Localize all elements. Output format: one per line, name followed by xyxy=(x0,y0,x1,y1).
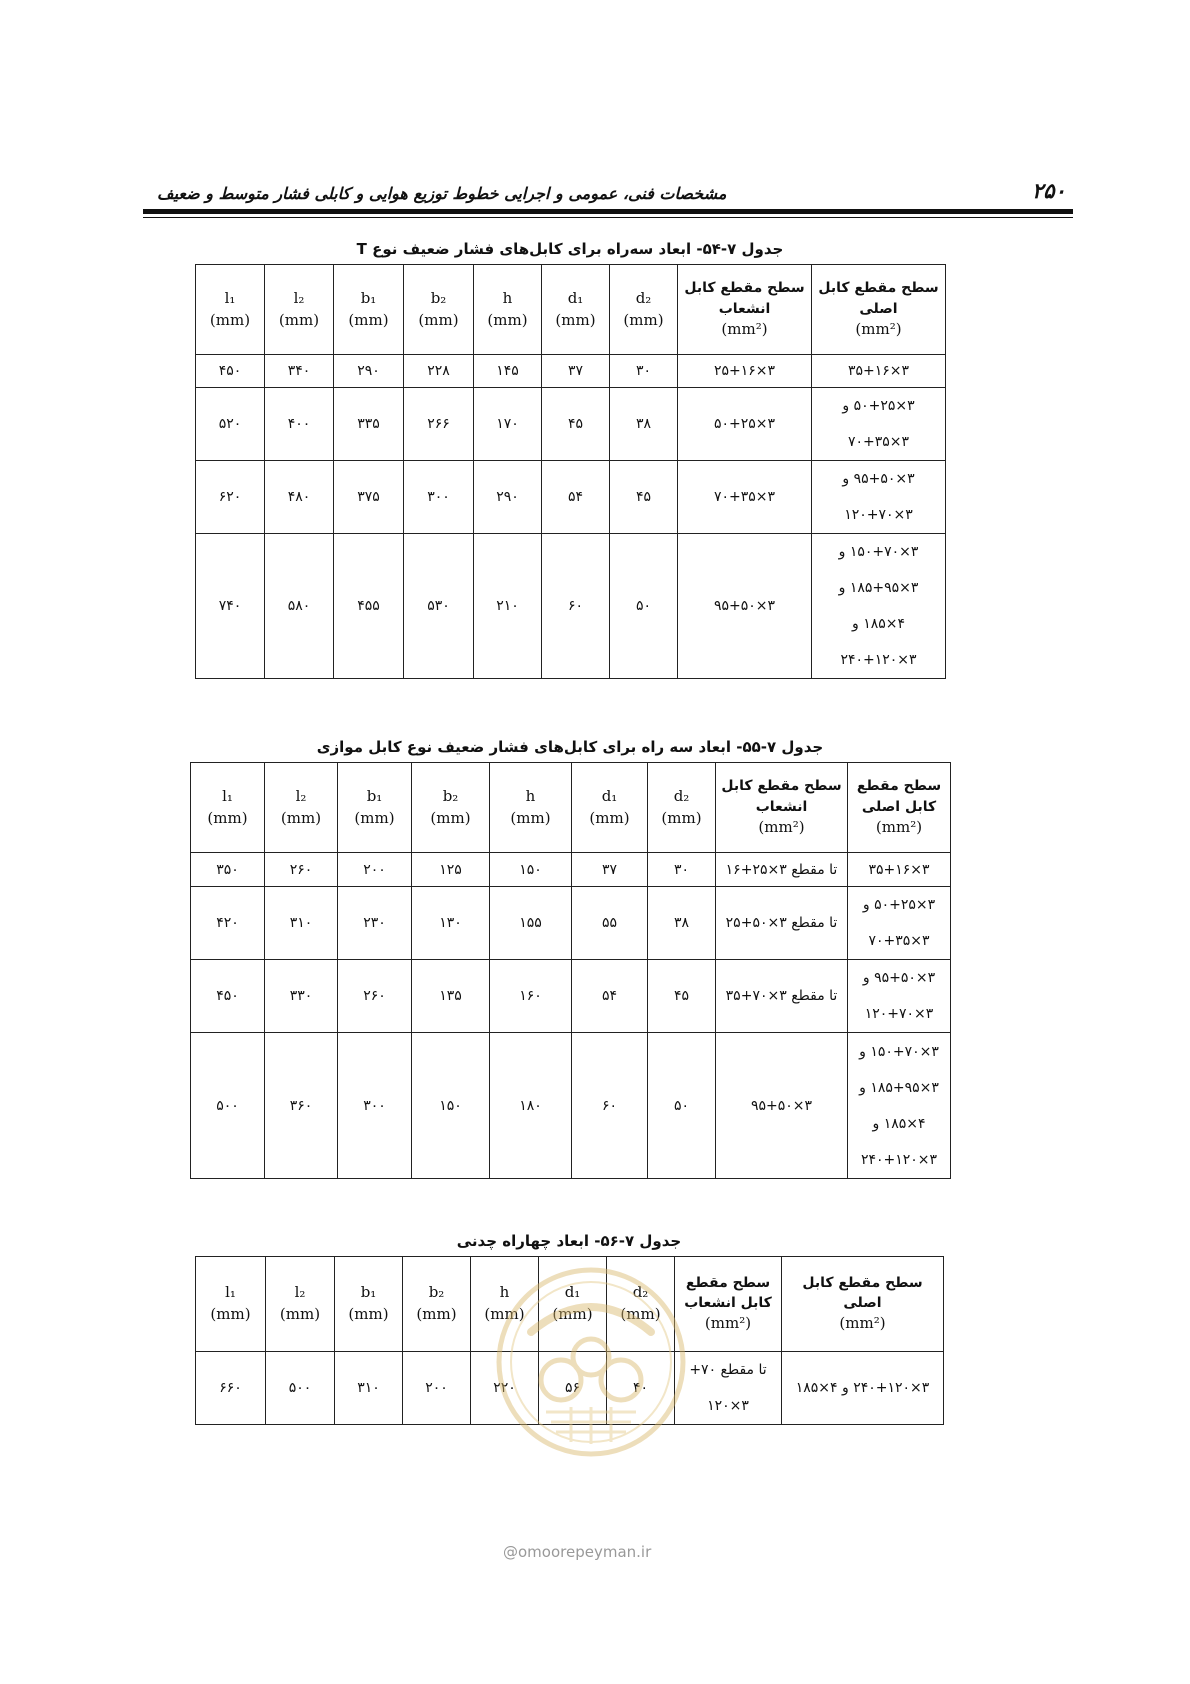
header-main-cable: سطح مقطع کابل اصلی (mm²) xyxy=(782,1257,944,1352)
cell-branch-cable: تا مقطع ۳×۷۰+۳۵ xyxy=(716,960,848,1033)
cell-l1: ۷۴۰ xyxy=(196,534,265,679)
header-d1: d₁ (mm) xyxy=(572,763,648,853)
cell-main-cable: ۳×۱۵۰+۷۰ و ۳×۱۸۵+۹۵ و ۴×۱۸۵ و ۳×۲۴۰+۱۲۰ xyxy=(848,1033,951,1179)
cell-d2: ۴۵ xyxy=(610,461,678,534)
cell-h: ۱۷۰ xyxy=(474,388,542,461)
cell-l2: ۴۸۰ xyxy=(265,461,334,534)
table-header-row xyxy=(196,265,946,355)
header-d1: d₁ (mm) xyxy=(542,265,610,355)
cell-b2: ۲۶۶ xyxy=(404,388,474,461)
cell-b1: ۳۱۰ xyxy=(335,1352,403,1425)
cell-d1: ۳۷ xyxy=(542,355,610,388)
header-main-cable: سطح مقطع کابل اصلی (mm²) xyxy=(812,265,946,355)
cell-l1: ۵۲۰ xyxy=(196,388,265,461)
cell-b1: ۲۳۰ xyxy=(338,887,412,960)
cell-branch-cable: ۳×۷۰+۳۵ xyxy=(678,461,812,534)
cell-branch-cable: ۳×۹۵+۵۰ xyxy=(678,534,812,679)
cell-h: ۱۵۵ xyxy=(490,887,572,960)
cell-b2: ۳۰۰ xyxy=(404,461,474,534)
header-branch-cable: سطح مقطع کابل انشعاب (mm²) xyxy=(675,1257,782,1352)
table-row xyxy=(196,534,946,679)
cell-main-cable: ۳×۲۴۰+۱۲۰ و ۴×۱۸۵ xyxy=(782,1352,944,1425)
header-l1: l₁ (mm) xyxy=(196,1257,266,1352)
cell-main-cable: ۳×۳۵+۱۶ xyxy=(812,355,946,388)
cell-branch-cable: تا مقطع ۳×۲۵+۱۶ xyxy=(716,853,848,887)
cell-l2: ۳۶۰ xyxy=(265,1033,338,1179)
header-b2: b₂ (mm) xyxy=(404,265,474,355)
cell-d2: ۳۰ xyxy=(610,355,678,388)
cell-d2: ۳۸ xyxy=(648,887,716,960)
cell-d1: ۵۴ xyxy=(542,461,610,534)
table-row xyxy=(191,853,951,887)
cell-b1: ۴۵۵ xyxy=(334,534,404,679)
cell-b2: ۱۳۵ xyxy=(412,960,490,1033)
cell-main-cable: ۳×۳۵+۱۶ xyxy=(848,853,951,887)
cell-d1: ۶۰ xyxy=(572,1033,648,1179)
cell-b2: ۲۲۸ xyxy=(404,355,474,388)
table-row xyxy=(191,887,951,960)
cell-h: ۱۵۰ xyxy=(490,853,572,887)
table-54-caption: جدول ۷-۵۴- ابعاد سه‌راه برای کابل‌های فشار ضعیف نوع T xyxy=(356,240,784,258)
cell-b2: ۱۵۰ xyxy=(412,1033,490,1179)
table-row xyxy=(196,355,946,388)
cell-b1: ۲۶۰ xyxy=(338,960,412,1033)
header-d2: d₂ (mm) xyxy=(648,763,716,853)
header-branch-cable: سطح مقطع کابل انشعاب (mm²) xyxy=(678,265,812,355)
header-d2: d₂ (mm) xyxy=(607,1257,675,1352)
cell-l1: ۶۲۰ xyxy=(196,461,265,534)
running-title: مشخصات فنی، عمومی و اجرایی خطوط توزیع هوایی و کابلی فشار متوسط و ضعیف xyxy=(157,184,727,203)
header-h: h (mm) xyxy=(490,763,572,853)
cell-d2: ۵۰ xyxy=(648,1033,716,1179)
cell-b2: ۵۳۰ xyxy=(404,534,474,679)
cell-h: ۲۱۰ xyxy=(474,534,542,679)
cell-d1: ۶۰ xyxy=(542,534,610,679)
table-56-caption: جدول ۷-۵۶- ابعاد چهاراه چدنی xyxy=(456,1232,682,1250)
cell-d1: ۴۵ xyxy=(542,388,610,461)
header-l1: l₁ (mm) xyxy=(196,265,265,355)
cell-d2: ۴۵ xyxy=(648,960,716,1033)
table-54 xyxy=(195,264,946,679)
cell-d1: ۳۷ xyxy=(572,853,648,887)
cell-branch-cable: ۳×۵۰+۲۵ xyxy=(678,388,812,461)
header-b2: b₂ (mm) xyxy=(412,763,490,853)
watermark-seal-icon xyxy=(491,1262,691,1462)
cell-d1: ۵۵ xyxy=(572,887,648,960)
header-h: h (mm) xyxy=(471,1257,539,1352)
cell-b2: ۲۰۰ xyxy=(403,1352,471,1425)
cell-l2: ۳۳۰ xyxy=(265,960,338,1033)
cell-h: ۲۲۰ xyxy=(471,1352,539,1425)
cell-h: ۱۶۰ xyxy=(490,960,572,1033)
cell-l2: ۵۰۰ xyxy=(266,1352,335,1425)
cell-main-cable: ۳×۹۵+۵۰ و ۳×۱۲۰+۷۰ xyxy=(848,960,951,1033)
cell-main-cable: ۳×۵۰+۲۵ و ۳×۷۰+۳۵ xyxy=(848,887,951,960)
cell-h: ۲۹۰ xyxy=(474,461,542,534)
header-b1: b₁ (mm) xyxy=(338,763,412,853)
page-number: ۲۵۰ xyxy=(1032,178,1066,203)
header-l2: l₂ (mm) xyxy=(265,265,334,355)
cell-b1: ۳۷۵ xyxy=(334,461,404,534)
cell-d2: ۳۰ xyxy=(648,853,716,887)
header-l1: l₁ (mm) xyxy=(191,763,265,853)
header-h: h (mm) xyxy=(474,265,542,355)
cell-l1: ۴۵۰ xyxy=(196,355,265,388)
cell-branch-cable: ۳×۲۵+۱۶ xyxy=(678,355,812,388)
cell-branch-cable: تا مقطع ۷۰+ ۳×۱۲۰ xyxy=(675,1352,782,1425)
cell-l2: ۵۸۰ xyxy=(265,534,334,679)
header-main-cable: سطح مقطع کابل اصلی (mm²) xyxy=(848,763,951,853)
cell-l2: ۴۰۰ xyxy=(265,388,334,461)
cell-l1: ۴۵۰ xyxy=(191,960,265,1033)
table-55-caption: جدول ۷-۵۵- ابعاد سه راه برای کابل‌های فشار ضعیف نوع کابل موازی xyxy=(316,738,824,756)
header-rule-thin xyxy=(143,217,1073,218)
cell-main-cable: ۳×۵۰+۲۵ و ۳×۷۰+۳۵ xyxy=(812,388,946,461)
table-row xyxy=(196,461,946,534)
cell-branch-cable: تا مقطع ۳×۵۰+۲۵ xyxy=(716,887,848,960)
cell-h: ۱۴۵ xyxy=(474,355,542,388)
cell-l1: ۴۲۰ xyxy=(191,887,265,960)
header-d1: d₁ (mm) xyxy=(539,1257,607,1352)
watermark-website: @omoorepeyman.ir xyxy=(503,1543,652,1561)
cell-d2: ۳۸ xyxy=(610,388,678,461)
cell-b1: ۲۹۰ xyxy=(334,355,404,388)
cell-b2: ۱۲۵ xyxy=(412,853,490,887)
cell-d1: ۵۴ xyxy=(572,960,648,1033)
cell-b1: ۳۰۰ xyxy=(338,1033,412,1179)
cell-branch-cable: ۳×۹۵+۵۰ xyxy=(716,1033,848,1179)
cell-main-cable: ۳×۱۵۰+۷۰ و ۳×۱۸۵+۹۵ و ۴×۱۸۵ و ۳×۲۴۰+۱۲۰ xyxy=(812,534,946,679)
cell-l2: ۳۱۰ xyxy=(265,887,338,960)
cell-main-cable: ۳×۹۵+۵۰ و ۳×۱۲۰+۷۰ xyxy=(812,461,946,534)
cell-d1: ۵۶ xyxy=(539,1352,607,1425)
header-d2: d₂ (mm) xyxy=(610,265,678,355)
header-l2: l₂ (mm) xyxy=(266,1257,335,1352)
table-row xyxy=(191,960,951,1033)
header-l2: l₂ (mm) xyxy=(265,763,338,853)
cell-l1: ۵۰۰ xyxy=(191,1033,265,1179)
cell-l2: ۲۶۰ xyxy=(265,853,338,887)
header-b1: b₁ (mm) xyxy=(334,265,404,355)
header-b1: b₁ (mm) xyxy=(335,1257,403,1352)
header-rule-thick xyxy=(143,209,1073,214)
cell-l1: ۳۵۰ xyxy=(191,853,265,887)
cell-l1: ۶۶۰ xyxy=(196,1352,266,1425)
header-b2: b₂ (mm) xyxy=(403,1257,471,1352)
table-55 xyxy=(190,762,951,1179)
cell-b2: ۱۳۰ xyxy=(412,887,490,960)
cell-l2: ۳۴۰ xyxy=(265,355,334,388)
table-row xyxy=(191,1033,951,1179)
cell-b1: ۳۳۵ xyxy=(334,388,404,461)
cell-d2: ۴۰ xyxy=(607,1352,675,1425)
cell-h: ۱۸۰ xyxy=(490,1033,572,1179)
table-header-row xyxy=(191,763,951,853)
cell-b1: ۲۰۰ xyxy=(338,853,412,887)
table-row xyxy=(196,388,946,461)
cell-d2: ۵۰ xyxy=(610,534,678,679)
header-branch-cable: سطح مقطع کابل انشعاب (mm²) xyxy=(716,763,848,853)
